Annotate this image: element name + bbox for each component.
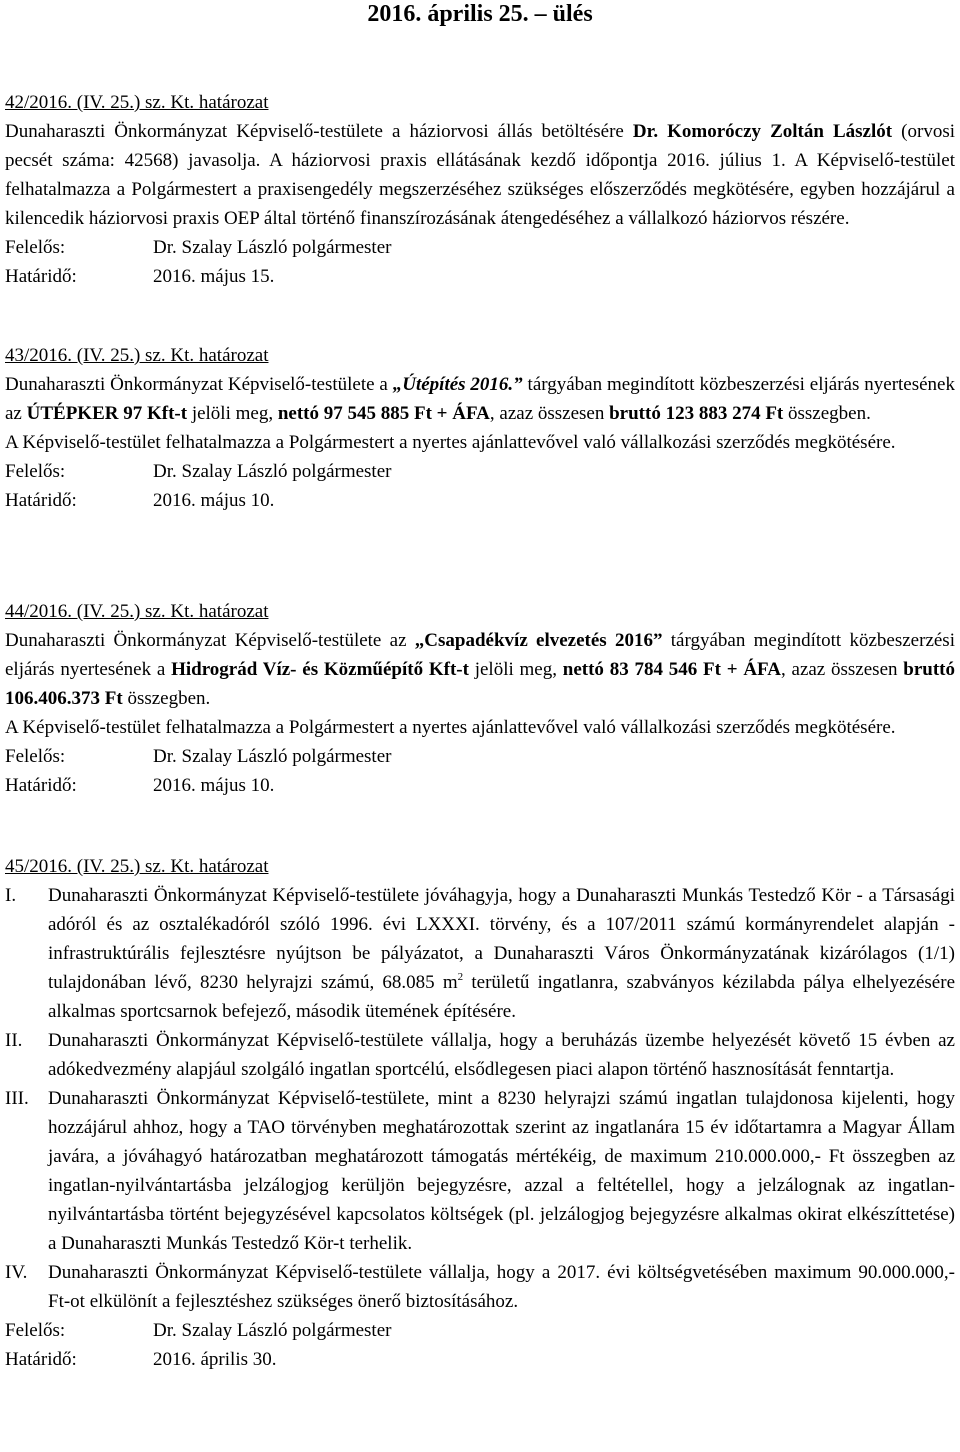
list-item [5, 1026, 955, 1084]
responsible-label: Felelős: [5, 237, 66, 258]
responsible-line [5, 233, 955, 262]
superscript: 2 [457, 971, 464, 983]
deadline-value: 2016. április 30. [153, 1349, 277, 1370]
responsible-label: Felelős: [5, 746, 66, 767]
responsible-line [5, 1316, 955, 1345]
responsible-value: Dr. Szalay László polgármester [153, 746, 392, 767]
text-run: tárgyában megindított közbeszerzési eljárás nyertesének az [5, 374, 955, 424]
resolution-number: 45/2016. (IV. 25.) sz. Kt. határozat [5, 856, 269, 877]
deadline-line [5, 262, 955, 291]
responsible-label: Felelős: [5, 1320, 66, 1341]
deadline-line [5, 486, 955, 515]
deadline-label: Határidő: [5, 775, 77, 796]
text-run: összegben. [122, 688, 211, 709]
text-run: tárgyában megindított közbeszerzési eljárás nyertesének a [5, 630, 955, 680]
item-text: Dunaharaszti Önkormányzat Képviselő-testülete vállalja, hogy a 2017. évi költségvetésében maximum 90.000.000,- Ft-ot elkülönít a fejlesztéshez szükséges önerő biztosításához. [48, 1262, 955, 1312]
item-numeral: III. [5, 1088, 29, 1109]
deadline-value: 2016. május 15. [153, 266, 275, 287]
resolution-number: 42/2016. (IV. 25.) sz. Kt. határozat [5, 92, 269, 113]
list-item [5, 881, 955, 1026]
text-run: jelöli meg, [468, 659, 563, 680]
resolution-42 [5, 88, 955, 291]
responsible-label: Felelős: [5, 461, 66, 482]
text-run: , azaz összesen [780, 659, 904, 680]
deadline-value: 2016. május 10. [153, 775, 275, 796]
resolution-44 [5, 597, 955, 800]
responsible-line [5, 742, 955, 771]
item-numeral: IV. [5, 1262, 28, 1283]
resolution-number: 44/2016. (IV. 25.) sz. Kt. határozat [5, 601, 269, 622]
text-run: Dr. Komoróczy Zoltán Lászlót [632, 121, 893, 142]
resolution-body-2: A Képviselő-testület felhatalmazza a Polgármestert a nyertes ajánlattevővel való vállalkozási szerződés megkötésére. [5, 432, 896, 453]
deadline-line [5, 1345, 955, 1374]
text-run: jelöli meg, [187, 403, 278, 424]
resolution-body [5, 626, 955, 713]
text-run: Hidrográd Víz- és Közműépítő Kft-t [171, 659, 469, 680]
deadline-line [5, 771, 955, 800]
item-numeral: I. [5, 885, 17, 906]
deadline-label: Határidő: [5, 1349, 77, 1370]
resolution-45 [5, 852, 955, 1374]
text-run: Dunaharaszti Önkormányzat Képviselő-testülete a [5, 374, 393, 395]
item-numeral: II. [5, 1030, 23, 1051]
deadline-label: Határidő: [5, 266, 77, 287]
text-run: ÚTÉPKER 97 Kft-t [26, 403, 188, 424]
text-run: Dunaharaszti Önkormányzat Képviselő-testülete az [5, 630, 415, 651]
resolution-number: 43/2016. (IV. 25.) sz. Kt. határozat [5, 345, 269, 366]
responsible-value: Dr. Szalay László polgármester [153, 1320, 392, 1341]
resolution-body [5, 370, 955, 428]
text-run: (orvosi pecsét száma: 42568) javasolja. A háziorvosi praxis ellátásának kezdő időpontja 2016. július 1. A Képviselő-testület felhatalmazza a Polgármestert a praxisengedély megszerzéséhez szükséges előszerződés megkötésére, egyben hozzájárul a kilencedik háziorvosi praxis OEP által történő finanszírozásának átengedéséhez a vállalkozó háziorvos részére. [5, 121, 955, 229]
text-run: nettó 83 784 546 Ft + ÁFA [562, 659, 781, 680]
item-text: Dunaharaszti Önkormányzat Képviselő-testülete vállalja, hogy a beruházás üzembe helyezését követő 15 évben az adókedvezmény alapjául szolgáló ingatlan sportcélú, elsődlegesen piaci alapon történő hasznosítását fenntartja. [48, 1030, 955, 1080]
responsible-value: Dr. Szalay László polgármester [153, 237, 392, 258]
text-run: Dunaharaszti Önkormányzat Képviselő-testülete a háziorvosi állás betöltésére [5, 121, 633, 142]
text-run: „Csapadékvíz elvezetés 2016” [414, 630, 663, 651]
page-title: 2016. április 25. – ülés [367, 1, 593, 27]
responsible-line [5, 457, 955, 486]
text-run: összegben. [783, 403, 871, 424]
resolution-body-2: A Képviselő-testület felhatalmazza a Polgármestert a nyertes ajánlattevővel való vállalkozási szerződés megkötésére. [5, 717, 896, 738]
text-run: bruttó 123 883 274 Ft [609, 403, 784, 424]
list-item [5, 1258, 955, 1316]
resolution-items [5, 881, 955, 1316]
text-run: nettó 97 545 885 Ft + ÁFA [277, 403, 490, 424]
deadline-value: 2016. május 10. [153, 490, 275, 511]
responsible-value: Dr. Szalay László polgármester [153, 461, 392, 482]
text-run: „Útépítés 2016.” [392, 374, 523, 395]
resolution-body [5, 117, 955, 233]
deadline-label: Határidő: [5, 490, 77, 511]
item-text: Dunaharaszti Önkormányzat Képviselő-testülete jóváhagyja, hogy a Dunaharaszti Munkás Testedző Kör - a Társasági adóról és az osztalékadóról szóló 1996. évi LXXXI. törvény, és a 107/2011 számú kormányrendelet alapján - infrastruktúrális fejlesztésre nyújtson be pályázatot, a Dunaharaszti Város Önkormányzatának kizárólagos (1/1) tulajdonában lévő, 8230 helyrajzi számú, 68.085 $m^2$ területű ingatlanra, szabványos kézilabda pálya elhelyezésére alkalmas sportcsarnok befejező, második ütemének építésére. [48, 885, 955, 1022]
text-run: bruttó 106.406.373 Ft [5, 659, 956, 709]
text-run: , azaz összesen [489, 403, 610, 424]
resolution-43 [5, 341, 955, 515]
list-item [5, 1084, 955, 1258]
item-text: Dunaharaszti Önkormányzat Képviselő-testülete, mint a 8230 helyrajzi számú ingatlan tulajdonosa kijelenti, hogy hozzájárul ahhoz, hogy a TAO törvényben meghatározottak szerint az ingatlanára 15 év időtartamra a Magyar Állam javára, a jóváhagyó határozatban meghatározott támogatás mértékéig, de maximum 210.000.000,- Ft összegben az ingatlan-nyilvántartásba jelzálogjog kerüljön bejegyzésre, azzal a feltétellel, hogy a jelzálognak az ingatlan-nyilvántartásba történt bejegyzésével kapcsolatos költségek (pl. jelzálogjog bejegyzésre alkalmas okirat elkészíttetése) a Dunaharaszti Munkás Testedző Kör-t terhelik. [48, 1088, 955, 1254]
